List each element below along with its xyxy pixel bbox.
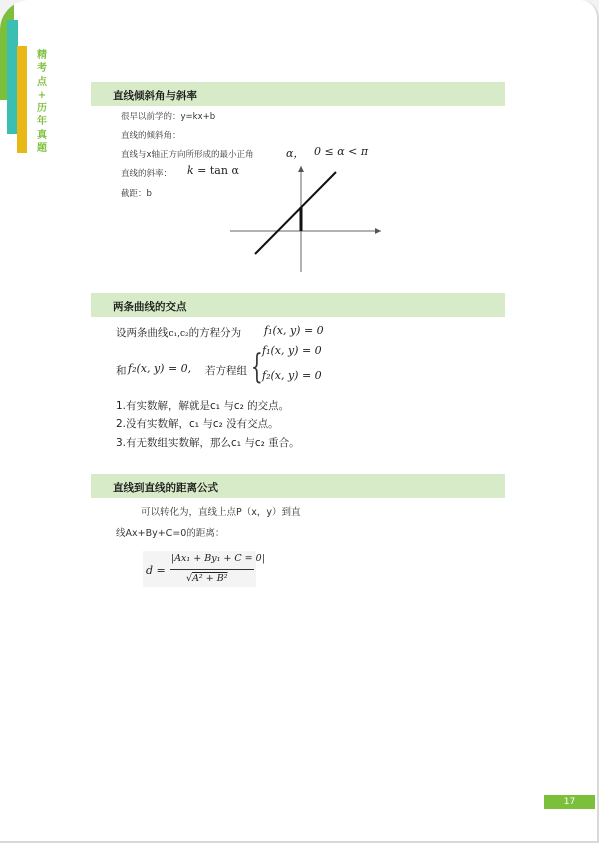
side-label [35,49,49,155]
slope-k: k [187,164,194,177]
side-label-char: 真 [37,129,47,141]
f1-equation: f₁(x, y) = 0 [264,324,324,337]
section-header-intersection [91,293,505,317]
list-item: 2.没有实数解，c₁ 与c₂ 没有交点。 [116,418,279,430]
sloped-line [255,172,336,254]
section-header-slope [91,82,505,106]
curves: c₁,c₂ [168,329,189,339]
section-title: 直线倾斜角与斜率 [113,90,197,102]
intro-line [116,325,241,340]
side-label-char: 历 [37,103,47,115]
system-label: 若方程组 [205,365,247,377]
alpha-symbol: α， [286,147,305,160]
slope-eq: = tan α [193,164,239,177]
list-item: 1.有实数解，解就是c₁ 与c₂ 的交点。 [116,400,290,412]
side-label-char: 年 [37,116,47,128]
text-line: 很早以前学的：y=kx+b [121,112,216,122]
text-line: 直线的倾斜角： [121,131,181,141]
section-header-distance [91,474,505,498]
fraction-bar [170,569,254,570]
page-number: 17 [544,795,595,809]
list-item: 3.有无数组实数解，那么c₁ 与c₂ 重合。 [116,437,300,449]
f2-equation: f₂(x, y) = 0, [128,362,192,375]
distance-d: d = [146,564,166,577]
text-line: 直线的斜率： [121,169,173,179]
side-label-char: 题 [37,143,47,155]
side-label-char: + [37,89,47,101]
section-title: 直线到直线的距离公式 [113,482,218,494]
distance-denominator: √A² + B² [186,573,228,584]
side-label-char: 精 [37,50,47,61]
system-equation-1: f₁(x, y) = 0 [262,344,322,357]
text-line: 截距：b [121,189,152,199]
intro-text: 的方程分为 [188,327,242,339]
denominator-expression: A² + B² [192,573,228,584]
intro-text: 设两条曲线 [116,327,169,339]
alpha-range: 0 ≤ α < π [314,145,369,158]
distance-numerator: |Ax₁ + By₁ + C = 0| [171,553,265,564]
text-line: 直线与x轴正方向所形成的最小正角 [121,150,254,160]
gold-decoration-strip [17,46,27,153]
system-brace: { [250,347,263,387]
system-equation-2: f₂(x, y) = 0 [262,369,322,382]
line-graph-figure [226,160,386,275]
and-label: 和 [116,365,127,377]
side-label-char: 考 [37,63,47,75]
text-line: 可以转化为，直线上点P（x，y）到直 [141,507,301,518]
side-label-char: 点 [37,76,47,88]
section-title: 两条曲线的交点 [113,301,187,313]
text-line: 线Ax+By+C=0的距离： [116,528,225,539]
